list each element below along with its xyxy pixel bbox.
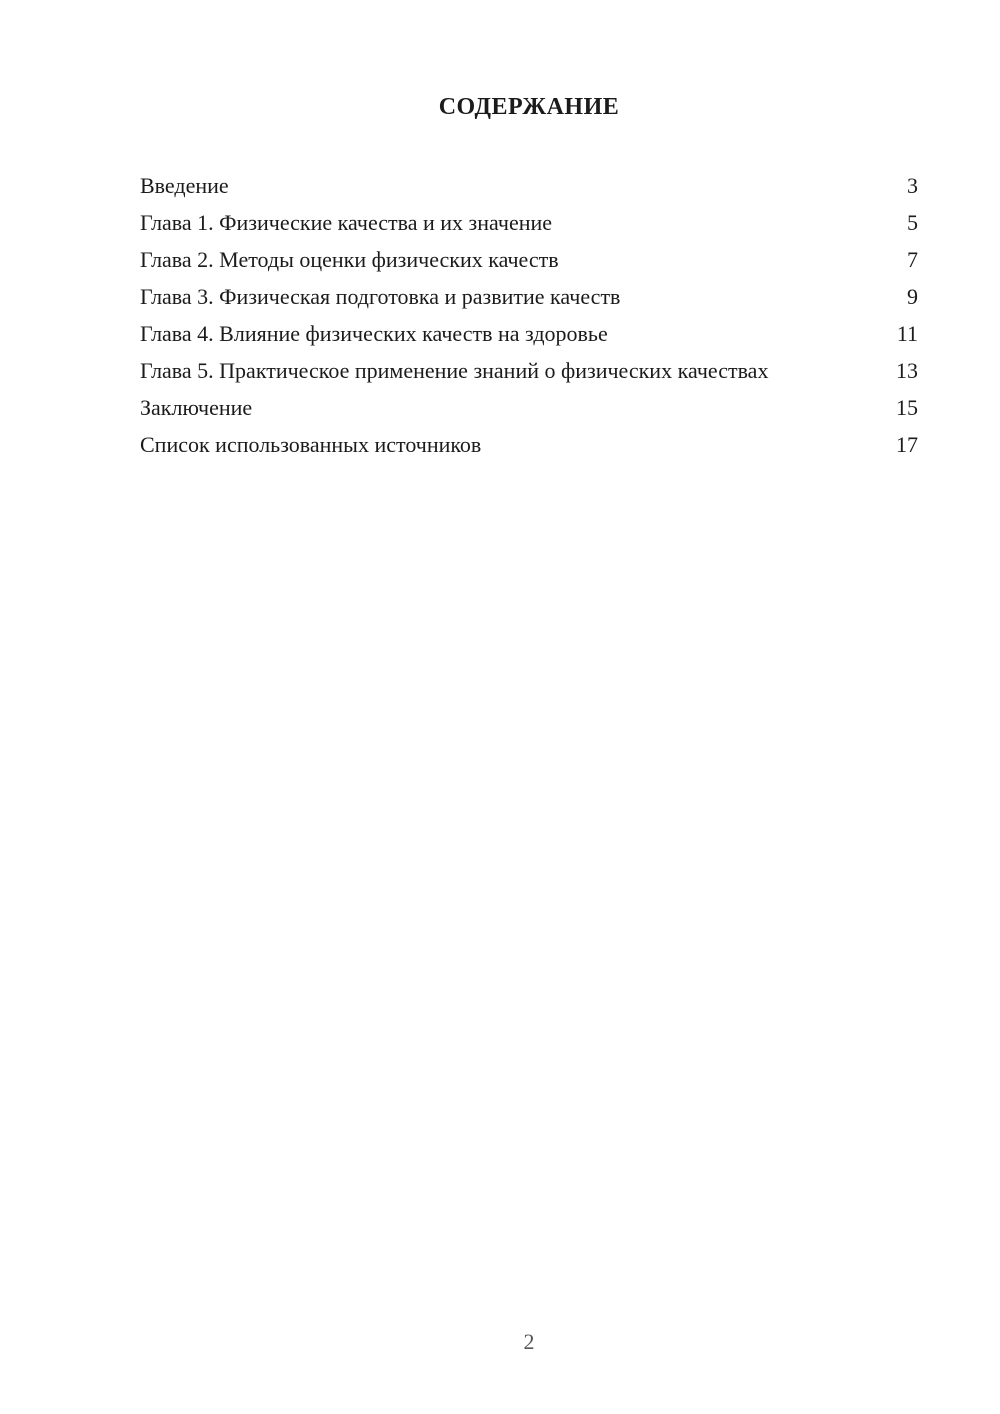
toc-entry-page: 9 xyxy=(907,284,918,309)
toc-entry-page: 3 xyxy=(907,173,918,198)
toc-entry-page: 15 xyxy=(896,395,918,420)
toc-entry-page: 11 xyxy=(896,321,918,346)
toc-entry xyxy=(140,283,918,311)
page-title: СОДЕРЖАНИЕ xyxy=(438,94,620,120)
toc-entry-page: 5 xyxy=(907,210,918,235)
toc-entry-label: Введение xyxy=(140,173,229,198)
toc-entry xyxy=(140,320,918,348)
toc-entry-label: Глава 1. Физические качества и их значение xyxy=(140,210,553,235)
footer-page-number: 2 xyxy=(523,1329,535,1354)
toc-entry-label: Глава 2. Методы оценки физических качеств xyxy=(140,247,559,272)
toc-entry xyxy=(140,246,918,274)
toc-entry-page: 13 xyxy=(896,358,918,383)
toc-entry-page: 7 xyxy=(907,247,918,272)
toc-entry xyxy=(140,394,918,422)
toc-list xyxy=(140,172,918,459)
toc-entry xyxy=(140,172,918,200)
toc-entry-label: Список использованных источников xyxy=(140,432,482,457)
toc-entry-label: Заключение xyxy=(140,395,253,420)
toc-entry-label: Глава 3. Физическая подготовка и развитие качеств xyxy=(140,284,621,309)
toc-entry-label: Глава 4. Влияние физических качеств на здоровье xyxy=(140,321,608,346)
toc-entry xyxy=(140,357,918,385)
toc-entry xyxy=(140,431,918,459)
toc-entry-label: Глава 5. Практическое применение знаний о физических качествах xyxy=(140,358,769,383)
toc-entry xyxy=(140,209,918,237)
toc-entry-page: 17 xyxy=(896,432,918,457)
